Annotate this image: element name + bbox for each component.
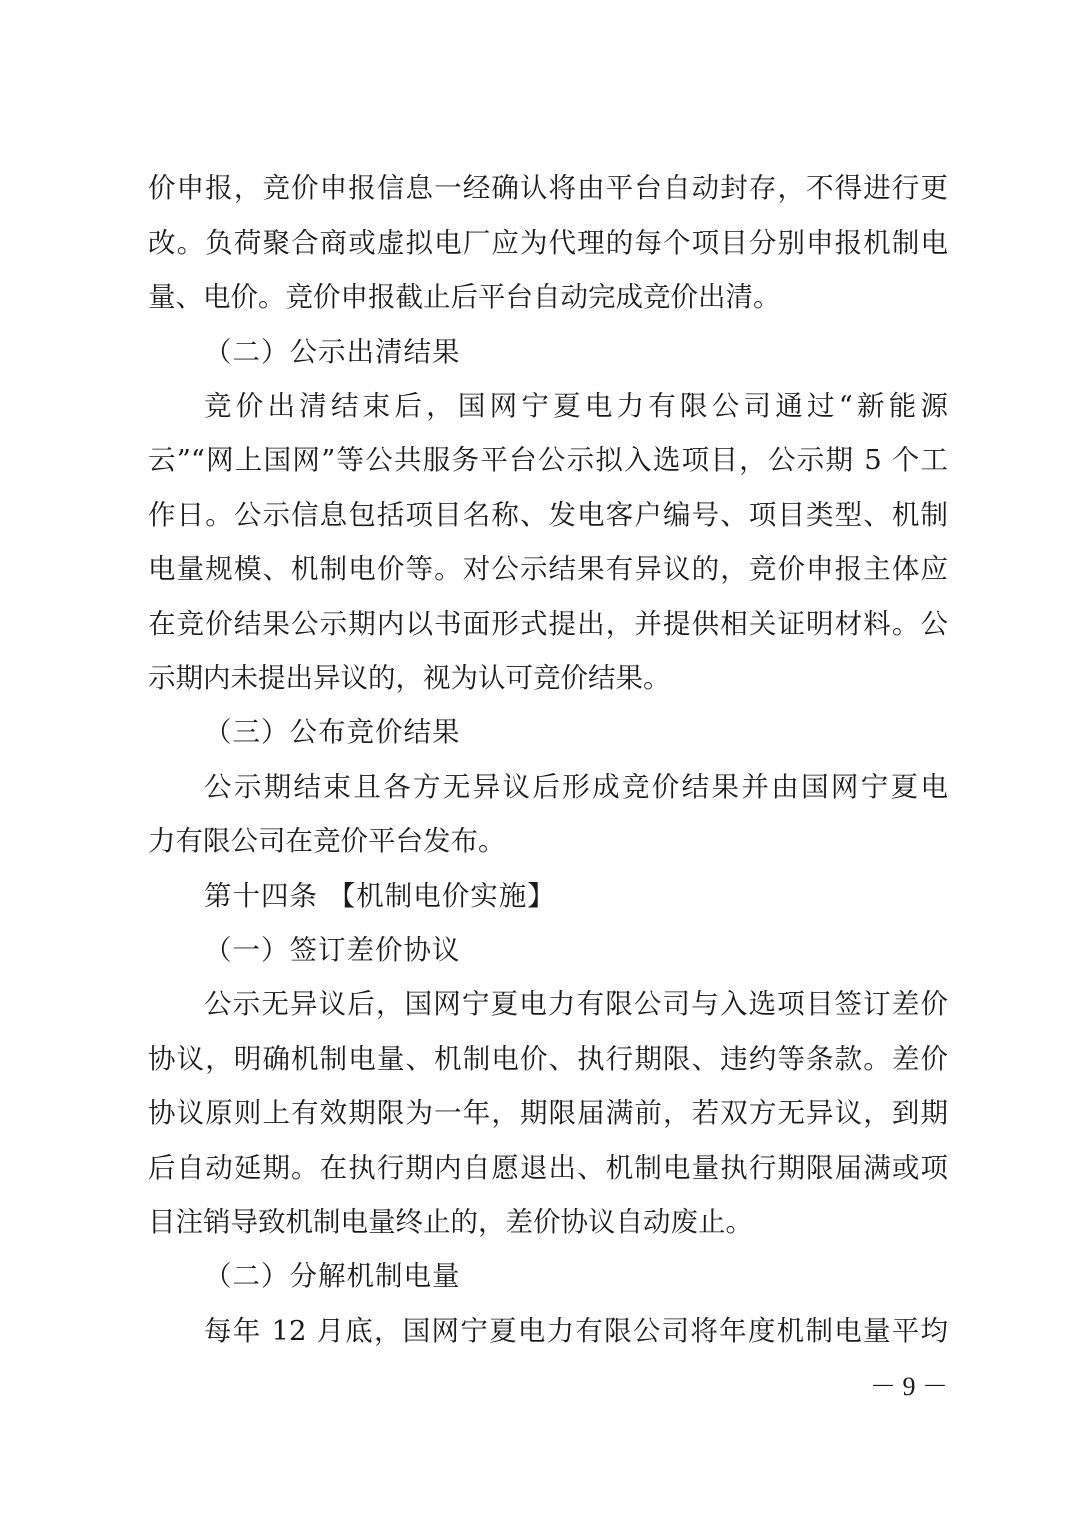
article-heading: 第十四条 【机制电价实施】: [204, 880, 556, 912]
paragraph-line: 作日。公示信息包括项目名称、发电客户编号、项目类型、机制: [148, 499, 948, 531]
paragraph-line: 竞价出清结束后，国网宁夏电力有限公司通过“新能源: [204, 390, 948, 422]
paragraph-line: 目注销导致机制电量终止的，差价协议自动废止。: [148, 1206, 753, 1238]
paragraph-line: 后自动延期。在执行期内自愿退出、机制电量执行期限届满或项: [148, 1152, 948, 1184]
paragraph-line: 在竞价结果公示期内以书面形式提出，并提供相关证明材料。公: [148, 608, 948, 640]
paragraph-line: 公示无异议后，国网宁夏电力有限公司与入选项目签订差价: [204, 988, 948, 1020]
paragraph-line: 云”“网上国网”等公共服务平台公示拟入选项目，公示期 5 个工: [148, 444, 948, 476]
paragraph-line: 公示期结束且各方无异议后形成竞价结果并由国网宁夏电: [204, 771, 948, 803]
paragraph-line: 协议原则上有效期限为一年，期限届满前，若双方无异议，到期: [148, 1097, 948, 1129]
section-heading: （二）公示出清结果: [204, 336, 461, 368]
paragraph-line: 协议，明确机制电量、机制电价、执行期限、违约等条款。差价: [148, 1043, 948, 1075]
section-heading: （三）公布竞价结果: [204, 716, 461, 748]
paragraph-line: 电量规模、机制电价等。对公示结果有异议的，竞价申报主体应: [148, 553, 948, 585]
section-heading: （二）分解机制电量: [204, 1260, 461, 1292]
paragraph-line: 量、电价。竞价申报截止后平台自动完成竞价出清。: [148, 281, 781, 313]
paragraph-line: 力有限公司在竞价平台发布。: [148, 825, 506, 857]
section-heading: （一）签订差价协议: [204, 934, 461, 966]
page-number: － 9 －: [869, 1372, 948, 1401]
paragraph-line: 改。负荷聚合商或虚拟电厂应为代理的每个项目分别申报机制电: [148, 227, 948, 259]
paragraph-line: 示期内未提出异议的，视为认可竞价结果。: [148, 662, 671, 694]
paragraph-line: 每年 12 月底，国网宁夏电力有限公司将年度机制电量平均: [204, 1315, 948, 1347]
paragraph-line: 价申报，竞价申报信息一经确认将由平台自动封存，不得进行更: [148, 172, 948, 204]
